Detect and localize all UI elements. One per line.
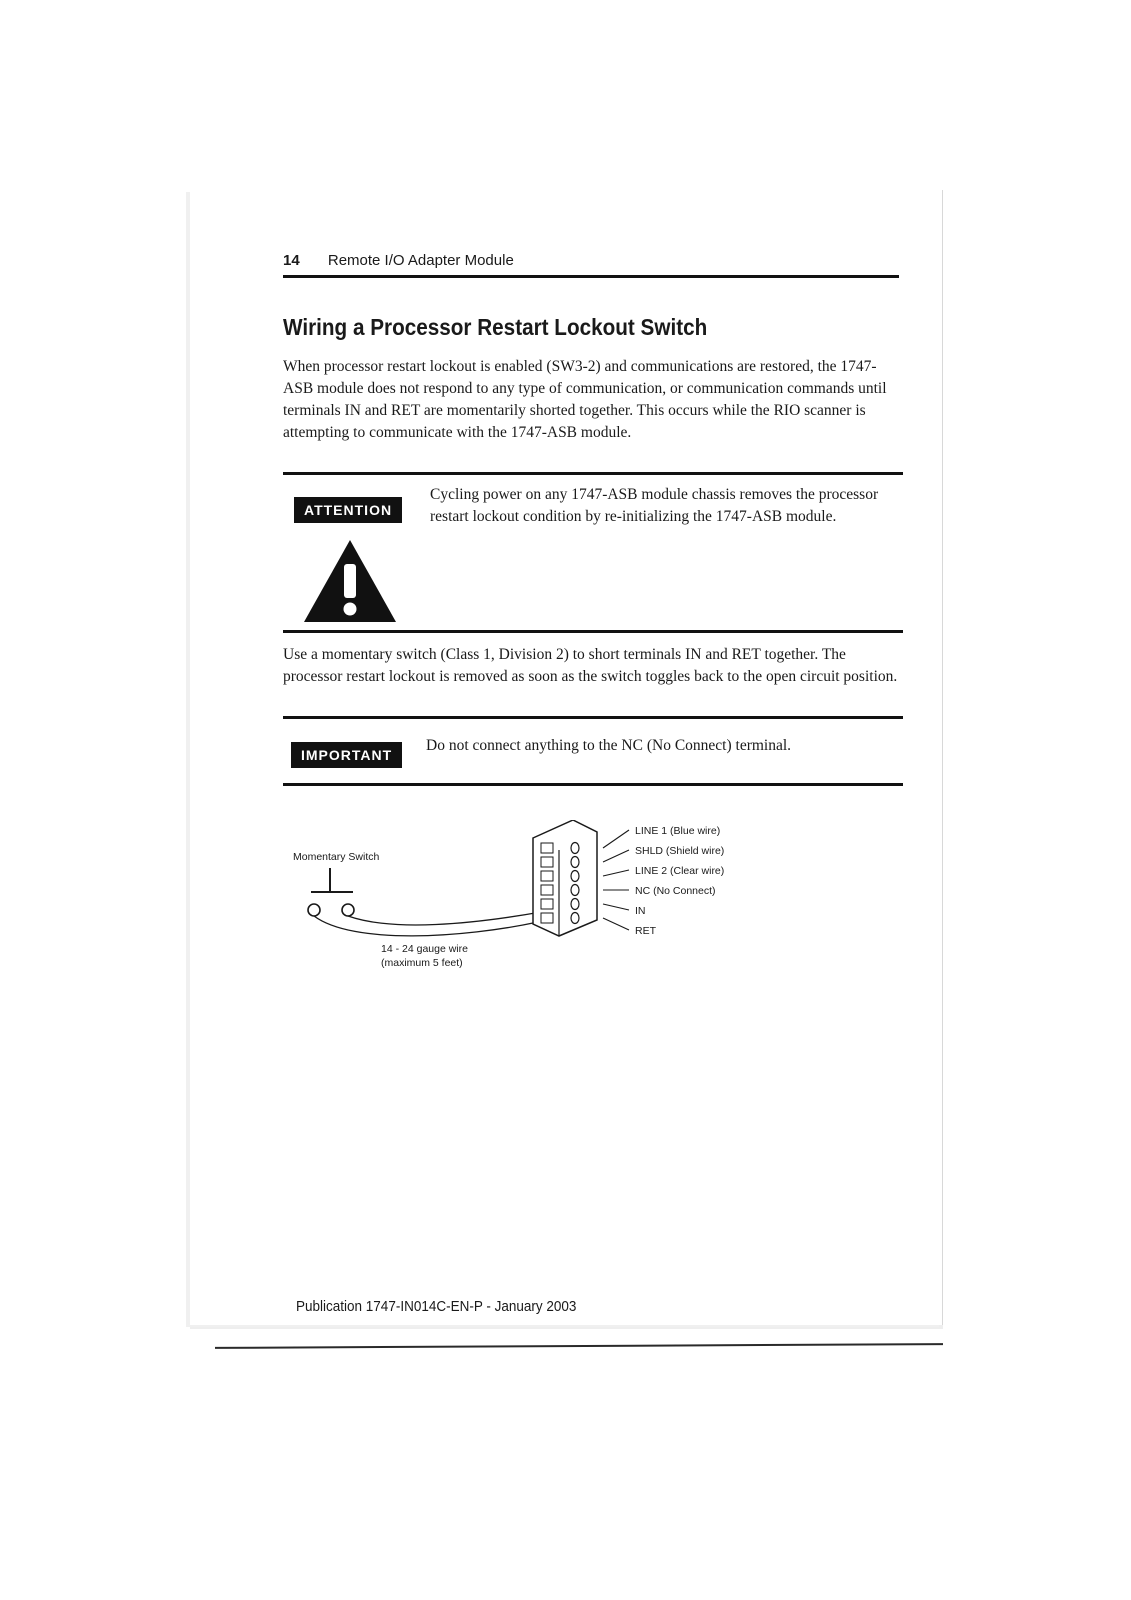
attention-text: Cycling power on any 1747-ASB module chassis removes the processor restart lockout condition by re-initializing the 1747-ASB module. xyxy=(430,486,879,525)
terminal-label: NC (No Connect) xyxy=(635,885,716,897)
important-text: Do not connect anything to the NC (No Connect) terminal. xyxy=(426,737,792,754)
wire-label-line2: (maximum 5 feet) xyxy=(381,957,463,969)
terminal-label: SHLD (Shield wire) xyxy=(635,845,725,857)
attention-bottom-rule xyxy=(283,630,903,633)
terminal-label: LINE 1 (Blue wire) xyxy=(635,825,721,837)
wiring-diagram xyxy=(283,820,763,1000)
warning-exclamation-bar xyxy=(344,564,356,598)
running-header xyxy=(283,252,899,269)
header-rule xyxy=(283,275,899,278)
publication-footer: Publication 1747-IN014C-EN-P - January 2003 xyxy=(296,1298,577,1315)
switch-contact-right xyxy=(342,904,354,916)
switch-contact-left xyxy=(308,904,320,916)
wire-upper xyxy=(348,912,541,925)
terminal-label: LINE 2 (Clear wire) xyxy=(635,865,725,877)
terminal-pointer-arrow xyxy=(603,904,629,910)
terminal-block xyxy=(533,820,597,936)
attention-label: ATTENTION xyxy=(294,497,402,523)
terminal-pointer-arrow xyxy=(603,918,629,930)
intro-paragraph: When processor restart lockout is enabled (SW3-2) and communications are restored, the 1747-ASB module does not respond to any type of communication, or communication commands until terminals IN and RET are momentarily shorted together. This occurs while the RIO scanner is attempting to communicate with the 1747-ASB module. xyxy=(283,358,887,441)
attention-top-rule xyxy=(283,472,903,475)
page-number: 14 xyxy=(283,252,300,269)
important-label: IMPORTANT xyxy=(291,742,402,768)
wire-lower xyxy=(314,916,538,936)
terminal-pointer-arrow xyxy=(603,830,629,848)
switch-label: Momentary Switch xyxy=(293,851,380,863)
terminal-arrows xyxy=(603,830,629,930)
important-bottom-rule xyxy=(283,783,903,786)
wire-label-line1: 14 - 24 gauge wire xyxy=(381,943,468,955)
section-title: Wiring a Processor Restart Lockout Switch xyxy=(283,314,708,340)
warning-exclamation-dot xyxy=(344,603,357,616)
terminal-labels xyxy=(635,825,724,937)
terminal-pointer-arrow xyxy=(603,870,629,876)
terminal-label: IN xyxy=(635,905,646,917)
terminal-label: RET xyxy=(635,925,656,937)
running-title: Remote I/O Adapter Module xyxy=(327,252,514,269)
important-top-rule xyxy=(283,716,903,719)
terminal-pointer-arrow xyxy=(603,850,629,862)
instruction-paragraph: Use a momentary switch (Class 1, Division 2) to short terminals IN and RET together. The processor restart lockout is removed as soon as the switch toggles back to the open circuit position. xyxy=(283,646,898,685)
page-edge-divider xyxy=(215,1343,943,1349)
warning-triangle-icon xyxy=(302,538,398,624)
